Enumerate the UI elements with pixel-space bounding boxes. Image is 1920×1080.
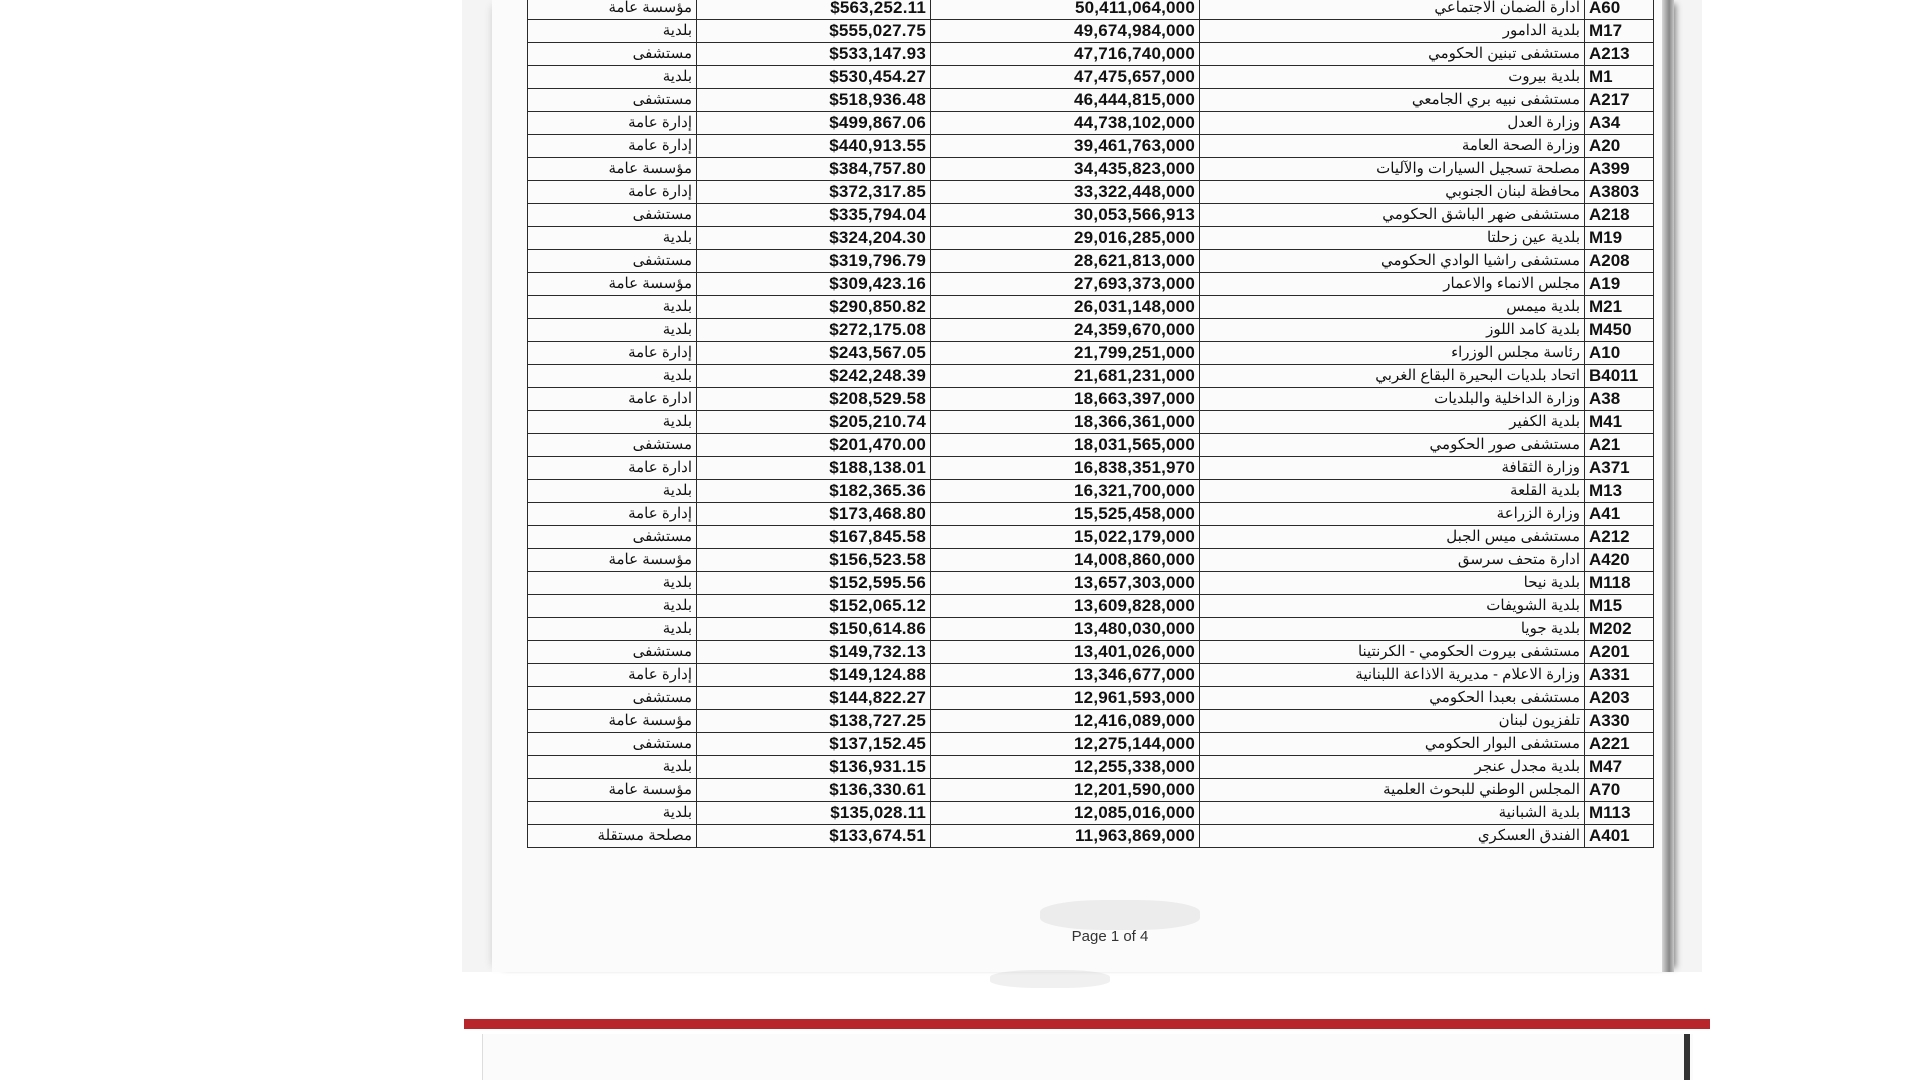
table-row bbox=[528, 43, 1654, 66]
entity-code-cell: A221 bbox=[1585, 733, 1654, 756]
entity-type-cell: ادارة عامة bbox=[528, 388, 697, 411]
entity-type-cell: إدارة عامة bbox=[528, 181, 697, 204]
entity-code-cell: A41 bbox=[1585, 503, 1654, 526]
usd-amount-cell: $319,796.79 bbox=[697, 250, 931, 273]
entity-code-cell: M202 bbox=[1585, 618, 1654, 641]
usd-amount-cell: $335,794.04 bbox=[697, 204, 931, 227]
table-row bbox=[528, 503, 1654, 526]
usd-amount-cell: $499,867.06 bbox=[697, 112, 931, 135]
entity-name-cell: وزارة الداخلية والبلديات bbox=[1200, 388, 1585, 411]
entity-type-cell: مستشفى bbox=[528, 641, 697, 664]
usd-amount-cell: $152,595.56 bbox=[697, 572, 931, 595]
entity-name-cell: وزارة العدل bbox=[1200, 112, 1585, 135]
table-body bbox=[528, 0, 1654, 848]
table-row bbox=[528, 756, 1654, 779]
entity-name-cell: مستشفى ضهر الباشق الحكومي bbox=[1200, 204, 1585, 227]
usd-amount-cell: $309,423.16 bbox=[697, 273, 931, 296]
entity-type-cell: بلدية bbox=[528, 411, 697, 434]
lbp-amount-cell: 34,435,823,000 bbox=[931, 158, 1200, 181]
table-row bbox=[528, 112, 1654, 135]
table-row bbox=[528, 595, 1654, 618]
lbp-amount-cell: 11,963,869,000 bbox=[931, 825, 1200, 848]
entity-type-cell: مستشفى bbox=[528, 250, 697, 273]
entity-type-cell: بلدية bbox=[528, 319, 697, 342]
lbp-amount-cell: 26,031,148,000 bbox=[931, 296, 1200, 319]
entity-name-cell: مستشفى راشيا الوادي الحكومي bbox=[1200, 250, 1585, 273]
usd-amount-cell: $149,124.88 bbox=[697, 664, 931, 687]
table-row bbox=[528, 250, 1654, 273]
entity-code-cell: A371 bbox=[1585, 457, 1654, 480]
usd-amount-cell: $137,152.45 bbox=[697, 733, 931, 756]
entity-name-cell: بلدية الكفير bbox=[1200, 411, 1585, 434]
entity-code-cell: A208 bbox=[1585, 250, 1654, 273]
entity-code-cell: M41 bbox=[1585, 411, 1654, 434]
lbp-amount-cell: 44,738,102,000 bbox=[931, 112, 1200, 135]
table-row bbox=[528, 227, 1654, 250]
entity-code-cell: A213 bbox=[1585, 43, 1654, 66]
expenditure-table bbox=[527, 0, 1654, 848]
entity-type-cell: ادارة عامة bbox=[528, 457, 697, 480]
entity-name-cell: بلدية عين زحلتا bbox=[1200, 227, 1585, 250]
entity-type-cell: إدارة عامة bbox=[528, 664, 697, 687]
entity-code-cell: M15 bbox=[1585, 595, 1654, 618]
entity-code-cell: A399 bbox=[1585, 158, 1654, 181]
table-row bbox=[528, 687, 1654, 710]
lbp-amount-cell: 13,346,677,000 bbox=[931, 664, 1200, 687]
entity-type-cell: مؤسسة عامة bbox=[528, 0, 697, 20]
table-row bbox=[528, 0, 1654, 20]
entity-type-cell: بلدية bbox=[528, 296, 697, 319]
entity-type-cell: مؤسسة عامة bbox=[528, 710, 697, 733]
table-row bbox=[528, 457, 1654, 480]
entity-code-cell: M113 bbox=[1585, 802, 1654, 825]
entity-name-cell: مستشفى بعبدا الحكومي bbox=[1200, 687, 1585, 710]
table-row bbox=[528, 342, 1654, 365]
entity-code-cell: A218 bbox=[1585, 204, 1654, 227]
table-row bbox=[528, 779, 1654, 802]
usd-amount-cell: $133,674.51 bbox=[697, 825, 931, 848]
table-row bbox=[528, 411, 1654, 434]
table-row bbox=[528, 641, 1654, 664]
usd-amount-cell: $384,757.80 bbox=[697, 158, 931, 181]
table-row bbox=[528, 158, 1654, 181]
page-number: Page 1 of 4 bbox=[1071, 928, 1149, 945]
lbp-amount-cell: 12,416,089,000 bbox=[931, 710, 1200, 733]
lbp-amount-cell: 16,321,700,000 bbox=[931, 480, 1200, 503]
lbp-amount-cell: 13,609,828,000 bbox=[931, 595, 1200, 618]
usd-amount-cell: $533,147.93 bbox=[697, 43, 931, 66]
entity-name-cell: مستشفى تبنين الحكومي bbox=[1200, 43, 1585, 66]
entity-type-cell: مستشفى bbox=[528, 687, 697, 710]
usd-amount-cell: $440,913.55 bbox=[697, 135, 931, 158]
lbp-amount-cell: 18,031,565,000 bbox=[931, 434, 1200, 457]
table-row bbox=[528, 480, 1654, 503]
entity-code-cell: B4011 bbox=[1585, 365, 1654, 388]
entity-type-cell: بلدية bbox=[528, 365, 697, 388]
entity-name-cell: مجلس الانماء والاعمار bbox=[1200, 273, 1585, 296]
entity-name-cell: محافظة لبنان الجنوبي bbox=[1200, 181, 1585, 204]
entity-name-cell: مستشفى البوار الحكومي bbox=[1200, 733, 1585, 756]
entity-type-cell: إدارة عامة bbox=[528, 135, 697, 158]
usd-amount-cell: $182,365.36 bbox=[697, 480, 931, 503]
table-row bbox=[528, 66, 1654, 89]
scan-smudge bbox=[1040, 900, 1200, 930]
lbp-amount-cell: 12,961,593,000 bbox=[931, 687, 1200, 710]
lbp-amount-cell: 47,716,740,000 bbox=[931, 43, 1200, 66]
entity-code-cell: A10 bbox=[1585, 342, 1654, 365]
entity-code-cell: A203 bbox=[1585, 687, 1654, 710]
entity-name-cell: بلدية القلعة bbox=[1200, 480, 1585, 503]
table-row bbox=[528, 204, 1654, 227]
lbp-amount-cell: 12,275,144,000 bbox=[931, 733, 1200, 756]
table-row bbox=[528, 618, 1654, 641]
usd-amount-cell: $205,210.74 bbox=[697, 411, 931, 434]
entity-type-cell: مستشفى bbox=[528, 43, 697, 66]
lbp-amount-cell: 18,663,397,000 bbox=[931, 388, 1200, 411]
entity-name-cell: بلدية الشويفات bbox=[1200, 595, 1585, 618]
lbp-amount-cell: 30,053,566,913 bbox=[931, 204, 1200, 227]
lbp-amount-cell: 24,359,670,000 bbox=[931, 319, 1200, 342]
lbp-amount-cell: 28,621,813,000 bbox=[931, 250, 1200, 273]
entity-type-cell: مؤسسة عامة bbox=[528, 549, 697, 572]
entity-code-cell: A70 bbox=[1585, 779, 1654, 802]
entity-type-cell: مصلحة مستقلة bbox=[528, 825, 697, 848]
entity-type-cell: بلدية bbox=[528, 572, 697, 595]
table-row bbox=[528, 388, 1654, 411]
lbp-amount-cell: 15,022,179,000 bbox=[931, 526, 1200, 549]
usd-amount-cell: $242,248.39 bbox=[697, 365, 931, 388]
entity-name-cell: الفندق العسكري bbox=[1200, 825, 1585, 848]
lbp-amount-cell: 46,444,815,000 bbox=[931, 89, 1200, 112]
lbp-amount-cell: 47,475,657,000 bbox=[931, 66, 1200, 89]
lbp-amount-cell: 13,480,030,000 bbox=[931, 618, 1200, 641]
entity-code-cell: M19 bbox=[1585, 227, 1654, 250]
usd-amount-cell: $173,468.80 bbox=[697, 503, 931, 526]
entity-code-cell: A34 bbox=[1585, 112, 1654, 135]
entity-code-cell: A217 bbox=[1585, 89, 1654, 112]
entity-type-cell: مستشفى bbox=[528, 89, 697, 112]
entity-name-cell: بلدية الشبانية bbox=[1200, 802, 1585, 825]
table-row bbox=[528, 526, 1654, 549]
usd-amount-cell: $563,252.11 bbox=[697, 0, 931, 20]
entity-code-cell: M47 bbox=[1585, 756, 1654, 779]
section-divider bbox=[464, 1019, 1710, 1029]
entity-code-cell: M21 bbox=[1585, 296, 1654, 319]
entity-name-cell: اتحاد بلديات البحيرة البقاع الغربي bbox=[1200, 365, 1585, 388]
table-row bbox=[528, 434, 1654, 457]
lbp-amount-cell: 13,401,026,000 bbox=[931, 641, 1200, 664]
entity-name-cell: بلدية بيروت bbox=[1200, 66, 1585, 89]
entity-name-cell: ادارة متحف سرسق bbox=[1200, 549, 1585, 572]
table-row bbox=[528, 710, 1654, 733]
entity-name-cell: وزارة الثقافة bbox=[1200, 457, 1585, 480]
usd-amount-cell: $518,936.48 bbox=[697, 89, 931, 112]
usd-amount-cell: $150,614.86 bbox=[697, 618, 931, 641]
entity-name-cell: مصلحة تسجيل السيارات والآليات bbox=[1200, 158, 1585, 181]
usd-amount-cell: $135,028.11 bbox=[697, 802, 931, 825]
usd-amount-cell: $138,727.25 bbox=[697, 710, 931, 733]
usd-amount-cell: $167,845.58 bbox=[697, 526, 931, 549]
entity-code-cell: A20 bbox=[1585, 135, 1654, 158]
table-row bbox=[528, 181, 1654, 204]
entity-type-cell: مستشفى bbox=[528, 733, 697, 756]
table-row bbox=[528, 664, 1654, 687]
entity-code-cell: A19 bbox=[1585, 273, 1654, 296]
entity-type-cell: مؤسسة عامة bbox=[528, 158, 697, 181]
entity-type-cell: إدارة عامة bbox=[528, 503, 697, 526]
table-row bbox=[528, 319, 1654, 342]
usd-amount-cell: $372,317.85 bbox=[697, 181, 931, 204]
entity-code-cell: A401 bbox=[1585, 825, 1654, 848]
entity-code-cell: A330 bbox=[1585, 710, 1654, 733]
entity-code-cell: A212 bbox=[1585, 526, 1654, 549]
usd-amount-cell: $272,175.08 bbox=[697, 319, 931, 342]
scan-smudge bbox=[990, 970, 1110, 988]
lbp-amount-cell: 14,008,860,000 bbox=[931, 549, 1200, 572]
entity-code-cell: A420 bbox=[1585, 549, 1654, 572]
lbp-amount-cell: 29,016,285,000 bbox=[931, 227, 1200, 250]
entity-name-cell: بلدية جويا bbox=[1200, 618, 1585, 641]
usd-amount-cell: $136,931.15 bbox=[697, 756, 931, 779]
entity-type-cell: مستشفى bbox=[528, 204, 697, 227]
lbp-amount-cell: 16,838,351,970 bbox=[931, 457, 1200, 480]
entity-name-cell: مستشفى بيروت الحكومي - الكرنتينا bbox=[1200, 641, 1585, 664]
entity-name-cell: مستشفى نبيه بري الجامعي bbox=[1200, 89, 1585, 112]
table-row bbox=[528, 733, 1654, 756]
entity-type-cell: إدارة عامة bbox=[528, 342, 697, 365]
entity-name-cell: بلدية الدامور bbox=[1200, 20, 1585, 43]
entity-type-cell: بلدية bbox=[528, 66, 697, 89]
entity-name-cell: رئاسة مجلس الوزراء bbox=[1200, 342, 1585, 365]
table-row bbox=[528, 549, 1654, 572]
entity-name-cell: وزارة الصحة العامة bbox=[1200, 135, 1585, 158]
entity-name-cell: مستشفى صور الحكومي bbox=[1200, 434, 1585, 457]
entity-name-cell: ادارة الضمان الاجتماعي bbox=[1200, 0, 1585, 20]
table-row bbox=[528, 572, 1654, 595]
usd-amount-cell: $156,523.58 bbox=[697, 549, 931, 572]
entity-name-cell: تلفزيون لبنان bbox=[1200, 710, 1585, 733]
usd-amount-cell: $324,204.30 bbox=[697, 227, 931, 250]
entity-code-cell: M118 bbox=[1585, 572, 1654, 595]
lbp-amount-cell: 50,411,064,000 bbox=[931, 0, 1200, 20]
table-row bbox=[528, 89, 1654, 112]
table-row bbox=[528, 273, 1654, 296]
lbp-amount-cell: 33,322,448,000 bbox=[931, 181, 1200, 204]
usd-amount-cell: $290,850.82 bbox=[697, 296, 931, 319]
next-page-edge bbox=[1684, 1034, 1690, 1080]
next-document-page bbox=[482, 1034, 1693, 1080]
entity-type-cell: بلدية bbox=[528, 595, 697, 618]
entity-type-cell: إدارة عامة bbox=[528, 112, 697, 135]
entity-code-cell: M1 bbox=[1585, 66, 1654, 89]
entity-type-cell: مؤسسة عامة bbox=[528, 273, 697, 296]
entity-type-cell: بلدية bbox=[528, 20, 697, 43]
table-row bbox=[528, 825, 1654, 848]
entity-code-cell: M13 bbox=[1585, 480, 1654, 503]
entity-type-cell: بلدية bbox=[528, 756, 697, 779]
lbp-amount-cell: 12,201,590,000 bbox=[931, 779, 1200, 802]
usd-amount-cell: $144,822.27 bbox=[697, 687, 931, 710]
usd-amount-cell: $555,027.75 bbox=[697, 20, 931, 43]
entity-name-cell: وزارة الاعلام - مديرية الاذاعة اللبنانية bbox=[1200, 664, 1585, 687]
usd-amount-cell: $208,529.58 bbox=[697, 388, 931, 411]
usd-amount-cell: $243,567.05 bbox=[697, 342, 931, 365]
entity-code-cell: M450 bbox=[1585, 319, 1654, 342]
table-row bbox=[528, 296, 1654, 319]
entity-code-cell: A331 bbox=[1585, 664, 1654, 687]
entity-name-cell: المجلس الوطني للبحوث العلمية bbox=[1200, 779, 1585, 802]
lbp-amount-cell: 21,681,231,000 bbox=[931, 365, 1200, 388]
lbp-amount-cell: 49,674,984,000 bbox=[931, 20, 1200, 43]
lbp-amount-cell: 27,693,373,000 bbox=[931, 273, 1200, 296]
entity-type-cell: مستشفى bbox=[528, 434, 697, 457]
usd-amount-cell: $149,732.13 bbox=[697, 641, 931, 664]
usd-amount-cell: $152,065.12 bbox=[697, 595, 931, 618]
entity-name-cell: بلدية نيحا bbox=[1200, 572, 1585, 595]
lbp-amount-cell: 13,657,303,000 bbox=[931, 572, 1200, 595]
entity-code-cell: A3803 bbox=[1585, 181, 1654, 204]
entity-name-cell: بلدية مجدل عنجر bbox=[1200, 756, 1585, 779]
entity-code-cell: A21 bbox=[1585, 434, 1654, 457]
usd-amount-cell: $201,470.00 bbox=[697, 434, 931, 457]
table-row bbox=[528, 135, 1654, 158]
entity-name-cell: بلدية ميمس bbox=[1200, 296, 1585, 319]
entity-code-cell: M17 bbox=[1585, 20, 1654, 43]
entity-type-cell: مؤسسة عامة bbox=[528, 779, 697, 802]
usd-amount-cell: $530,454.27 bbox=[697, 66, 931, 89]
entity-name-cell: وزارة الزراعة bbox=[1200, 503, 1585, 526]
entity-name-cell: مستشفى ميس الجبل bbox=[1200, 526, 1585, 549]
lbp-amount-cell: 12,085,016,000 bbox=[931, 802, 1200, 825]
lbp-amount-cell: 15,525,458,000 bbox=[931, 503, 1200, 526]
usd-amount-cell: $136,330.61 bbox=[697, 779, 931, 802]
lbp-amount-cell: 12,255,338,000 bbox=[931, 756, 1200, 779]
usd-amount-cell: $188,138.01 bbox=[697, 457, 931, 480]
entity-type-cell: بلدية bbox=[528, 618, 697, 641]
lbp-amount-cell: 18,366,361,000 bbox=[931, 411, 1200, 434]
entity-code-cell: A60 bbox=[1585, 0, 1654, 20]
page-edge-shadow bbox=[1662, 0, 1674, 972]
entity-type-cell: بلدية bbox=[528, 227, 697, 250]
entity-code-cell: A38 bbox=[1585, 388, 1654, 411]
table-row bbox=[528, 802, 1654, 825]
table-row bbox=[528, 365, 1654, 388]
entity-name-cell: بلدية كامد اللوز bbox=[1200, 319, 1585, 342]
lbp-amount-cell: 21,799,251,000 bbox=[931, 342, 1200, 365]
table-row bbox=[528, 20, 1654, 43]
entity-code-cell: A201 bbox=[1585, 641, 1654, 664]
entity-type-cell: بلدية bbox=[528, 802, 697, 825]
entity-type-cell: بلدية bbox=[528, 480, 697, 503]
entity-type-cell: مستشفى bbox=[528, 526, 697, 549]
lbp-amount-cell: 39,461,763,000 bbox=[931, 135, 1200, 158]
